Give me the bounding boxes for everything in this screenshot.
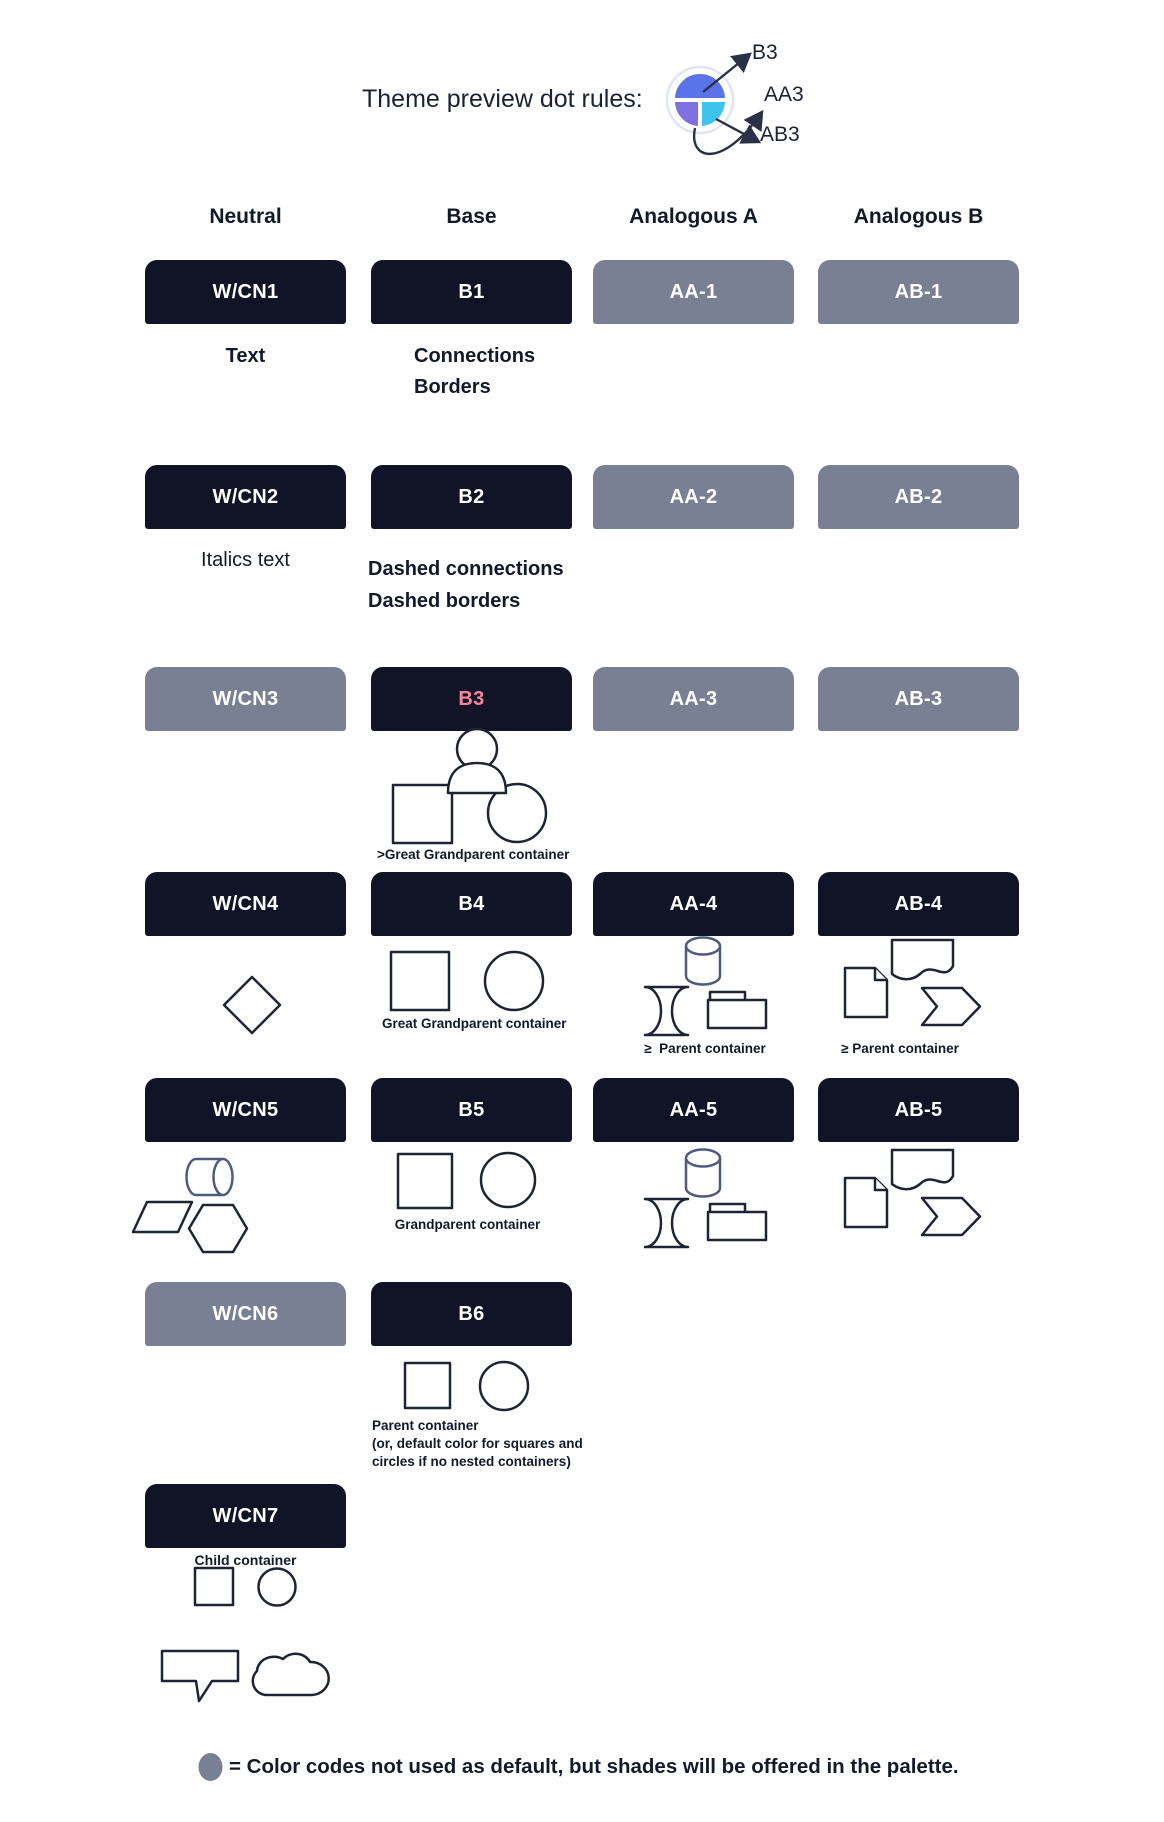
wcn7-sample-shapes (185, 1563, 305, 1613)
swatch-b2[interactable] (371, 465, 572, 529)
dot-target-label-b3: B3 (752, 41, 778, 64)
horizontal-cylinder-end-icon (214, 1159, 233, 1195)
swatch-wcn5[interactable] (145, 1078, 346, 1142)
swatch-label: W/CN3 (212, 687, 279, 710)
swatch-b5[interactable] (371, 1078, 572, 1142)
wavy-document-icon (892, 1150, 953, 1189)
column-header-analogous-b: Analogous B (853, 205, 984, 228)
cylinder-top-icon (686, 1150, 720, 1167)
speech-bubble-icon (162, 1651, 238, 1701)
b4-sample-shapes (380, 945, 550, 1015)
column-header-analogous-a: Analogous A (629, 205, 758, 228)
chevron-icon (922, 1198, 980, 1235)
arrow-to-b3 (703, 54, 750, 92)
swatch-label: AB-1 (894, 280, 943, 303)
swatch-label: AB-3 (894, 687, 943, 710)
swatch-label: AA-1 (669, 280, 718, 303)
swatch-label: W/CN4 (212, 892, 279, 915)
cylinder-top-icon (686, 938, 720, 955)
caption-great-grandparent: Great Grandparent container (382, 1016, 567, 1031)
arrow-to-ab3 (716, 119, 759, 142)
note-text: Text (225, 345, 266, 367)
swatch-label: AA-5 (669, 1098, 718, 1121)
swatch-ab1[interactable] (818, 260, 1019, 324)
swatch-wcn6[interactable] (145, 1282, 346, 1346)
aa4-sample-shapes (625, 930, 775, 1038)
swatch-aa1[interactable] (593, 260, 794, 324)
note-connections-borders: Connections Borders (414, 345, 536, 398)
document-fold-icon (875, 968, 887, 980)
swatch-aa2[interactable] (593, 465, 794, 529)
dot-segment-base (674, 73, 726, 99)
swatch-wcn3[interactable] (145, 667, 346, 731)
swatch-b3[interactable] (371, 667, 572, 731)
b6-sample-shapes (395, 1358, 535, 1413)
swatch-ab3[interactable] (818, 667, 1019, 731)
swatch-aa5[interactable] (593, 1078, 794, 1142)
swatch-label: B2 (458, 485, 485, 508)
square-icon (405, 1363, 450, 1408)
wcn4-sample-shapes (222, 975, 282, 1035)
swatch-ab4[interactable] (818, 872, 1019, 936)
column-header-neutral: Neutral (209, 205, 282, 228)
cloud-icon (253, 1654, 329, 1695)
column-header-base: Base (446, 205, 497, 228)
caption-grandparent: Grandparent container (394, 1217, 541, 1232)
stored-data-icon (645, 987, 688, 1035)
swatch-aa4[interactable] (593, 872, 794, 936)
circle-icon (481, 1153, 535, 1207)
square-icon (398, 1154, 452, 1208)
swatch-label: W/CN7 (212, 1504, 279, 1527)
dot-target-label-aa3: AA3 (764, 83, 804, 106)
note-italics-text: Italics text (201, 549, 290, 571)
swatch-b4[interactable] (371, 872, 572, 936)
note-dashed: Dashed connections Dashed borders (368, 558, 564, 612)
caption-parent-container: Parent container (or, default color for squares and circles if no nested containers) (372, 1418, 583, 1469)
ab4-sample-shapes (840, 935, 990, 1030)
stored-data-icon (645, 1199, 688, 1247)
person-icon (448, 763, 506, 793)
swatch-ab2[interactable] (818, 465, 1019, 529)
folder-icon (708, 1000, 766, 1028)
square-icon (391, 952, 449, 1010)
dot-target-label-ab3: AB3 (760, 123, 800, 146)
swatch-label: AA-4 (669, 892, 718, 915)
wavy-document-icon (892, 940, 953, 979)
swatch-label: B1 (458, 280, 485, 303)
wcn7-sample-shapes-2 (150, 1638, 340, 1708)
caption-child-container: Child container (194, 1552, 297, 1568)
swatch-b6[interactable] (371, 1282, 572, 1346)
diamond-icon (224, 977, 280, 1033)
square-icon (195, 1568, 233, 1605)
caption-ab-parent: ≥ Parent container (841, 1041, 959, 1056)
chevron-icon (922, 988, 980, 1025)
folder-icon (708, 1212, 766, 1240)
b3-sample-shapes (370, 726, 600, 852)
legend-dot-icon (197, 1752, 224, 1782)
ab5-sample-shapes (840, 1145, 990, 1240)
aa5-sample-shapes (625, 1142, 775, 1250)
circle-icon (485, 952, 543, 1010)
circle-icon (480, 1362, 528, 1410)
swatch-aa3[interactable] (593, 667, 794, 731)
swatch-label: AB-5 (894, 1098, 943, 1121)
hexagon-icon (189, 1205, 247, 1252)
swatch-label: B6 (458, 1302, 485, 1325)
caption-great-grandparent-gt: >Great Grandparent container (377, 847, 570, 862)
caption-aa-parent: ≥ Parent container (644, 1041, 766, 1056)
square-icon (393, 785, 452, 843)
swatch-label: W/CN6 (212, 1302, 279, 1325)
swatch-wcn2[interactable] (145, 465, 346, 529)
swatch-label: B4 (458, 892, 485, 915)
swatch-wcn7[interactable] (145, 1484, 346, 1548)
swatch-b1[interactable] (371, 260, 572, 324)
swatch-label: AA-2 (669, 485, 718, 508)
swatch-label: W/CN2 (212, 485, 279, 508)
swatch-label: W/CN5 (212, 1098, 279, 1121)
page-title: Theme preview dot rules: (362, 85, 643, 113)
b5-sample-shapes (390, 1148, 550, 1213)
swatch-ab5[interactable] (818, 1078, 1019, 1142)
legend-text: = Color codes not used as default, but shades will be offered in the palette. (229, 1755, 959, 1778)
wcn5-sample-shapes (130, 1150, 260, 1260)
swatch-label: AA-3 (669, 687, 718, 710)
swatch-label: AB-2 (894, 485, 943, 508)
swatch-wcn1[interactable] (145, 260, 346, 324)
swatch-label: B5 (458, 1098, 485, 1121)
swatch-label: AB-4 (894, 892, 943, 915)
swatch-label: B3 (458, 687, 485, 710)
circle-icon (259, 1569, 296, 1606)
swatch-wcn4[interactable] (145, 872, 346, 936)
parallelogram-icon (133, 1202, 192, 1232)
swatch-label: W/CN1 (212, 280, 279, 303)
